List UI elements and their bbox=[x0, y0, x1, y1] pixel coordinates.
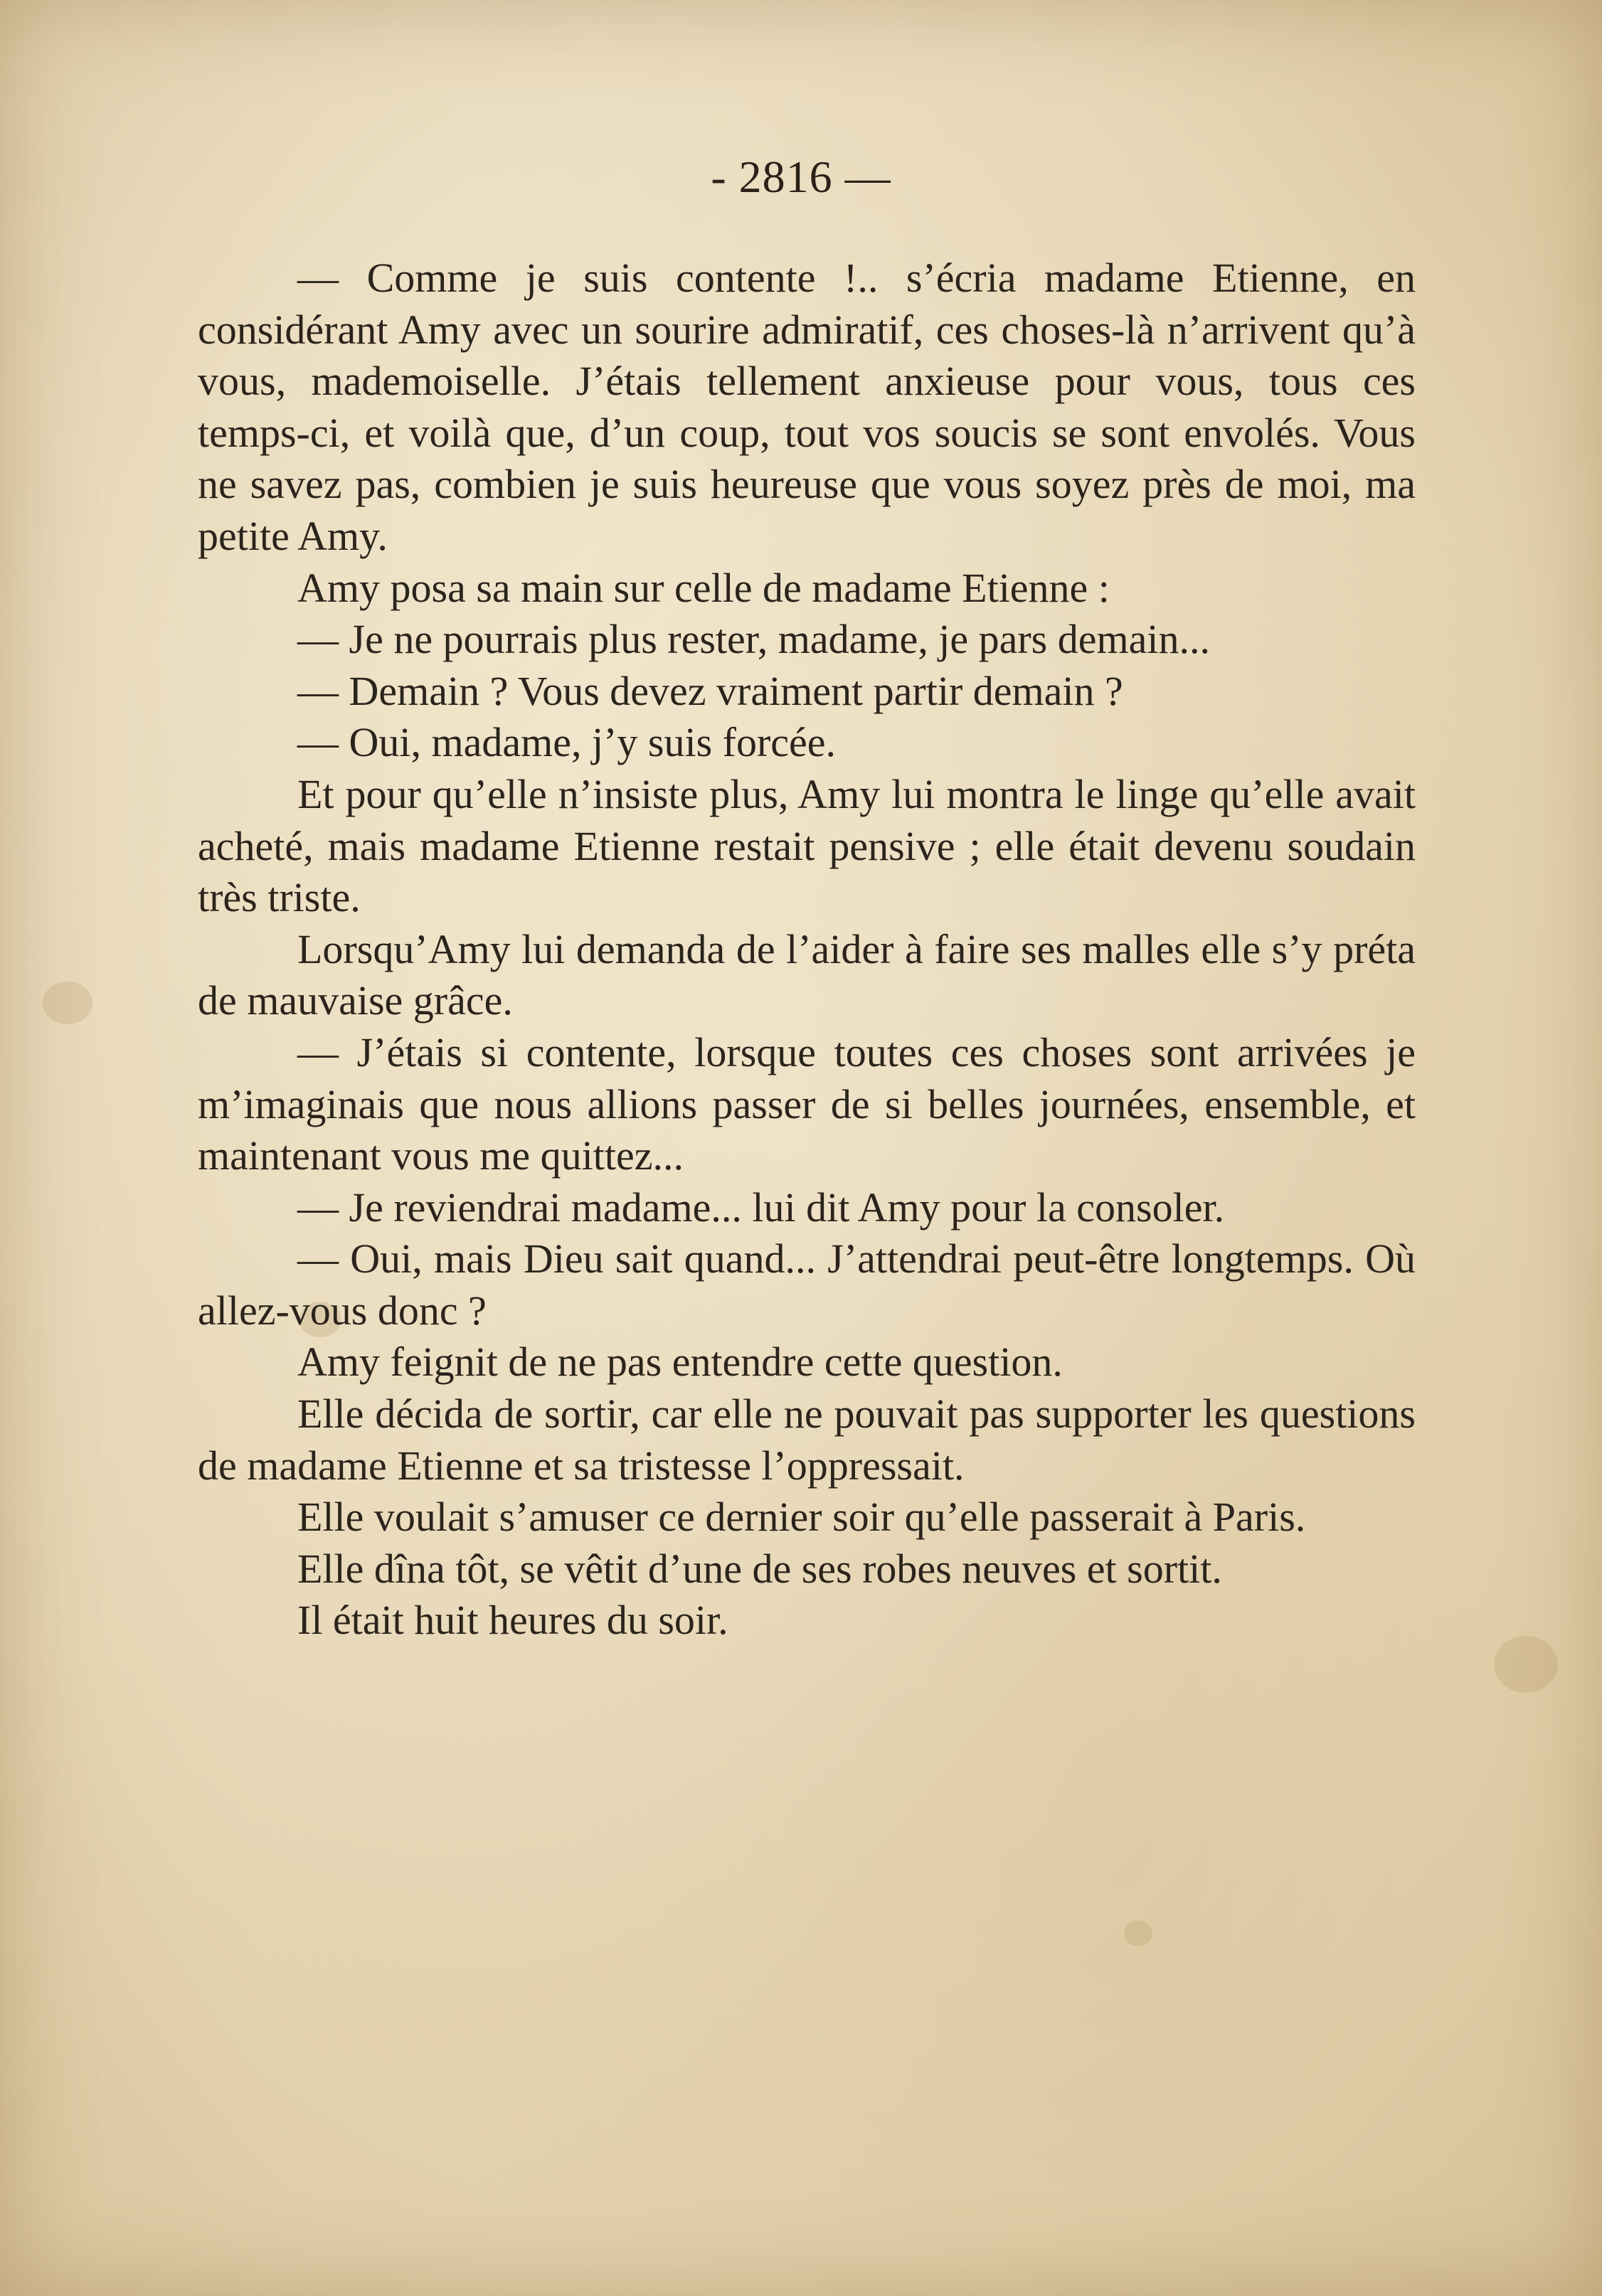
paper-stain bbox=[1494, 1636, 1558, 1693]
paragraph: — Oui, madame, j’y suis forcée. bbox=[297, 719, 837, 766]
paragraph: — Oui, mais Dieu sait quand... J’attendrai peut-être longtemps. Où allez-vous donc ? bbox=[198, 1235, 1416, 1334]
paragraph: Elle dîna tôt, se vêtit d’une de ses robes neuves et sortit. bbox=[297, 1545, 1222, 1592]
paper-stain bbox=[1124, 1920, 1152, 1946]
paragraph: — J’étais si contente, lorsque toutes ces choses sont arrivées je m’imaginais que nous allions passer de si belles journées, ensemble, et maintenant vous me quittez... bbox=[198, 1029, 1416, 1179]
paragraph: — Je ne pourrais plus rester, madame, je pars demain... bbox=[297, 616, 1210, 663]
paragraph: Elle décida de sortir, car elle ne pouvait pas supporter les questions de madame Etienne et sa tristesse l’oppressait. bbox=[198, 1391, 1416, 1489]
paragraph: Et pour qu’elle n’insiste plus, Amy lui montra le linge qu’elle avait acheté, mais madame Etienne restait pensive ; elle était devenu soudain très triste. bbox=[198, 770, 1416, 921]
paragraph: Elle voulait s’amuser ce dernier soir qu’elle passerait à Paris. bbox=[297, 1494, 1306, 1541]
paragraph: Lorsqu’Amy lui demanda de l’aider à faire ses malles elle s’y préta de mauvaise grâce. bbox=[198, 925, 1416, 1024]
paper-stain bbox=[43, 982, 92, 1024]
paragraph: Amy feignit de ne pas entendre cette question. bbox=[297, 1339, 1063, 1386]
page-number: - 2816 — bbox=[711, 152, 891, 202]
body-text bbox=[198, 253, 1416, 1647]
paragraph: — Demain ? Vous devez vraiment partir demain ? bbox=[297, 667, 1123, 714]
paragraph: Amy posa sa main sur celle de madame Etienne : bbox=[297, 564, 1110, 611]
paragraph: Il était huit heures du soir. bbox=[297, 1597, 728, 1644]
paragraph: — Je reviendrai madame... lui dit Amy pour la consoler. bbox=[297, 1184, 1225, 1231]
paragraph: — Comme je suis contente !.. s’écria madame Etienne, en considérant Amy avec un sourire admiratif, ces choses-là n’arrivent qu’à vous, mademoiselle. J’étais tellement anxieuse pour vous, tous ces temps-ci, et voilà que, d’un coup, tout vos soucis se sont envolés. Vous ne savez pas, combien je suis heureuse que vous soyez près de moi, ma petite Amy. bbox=[198, 255, 1416, 559]
